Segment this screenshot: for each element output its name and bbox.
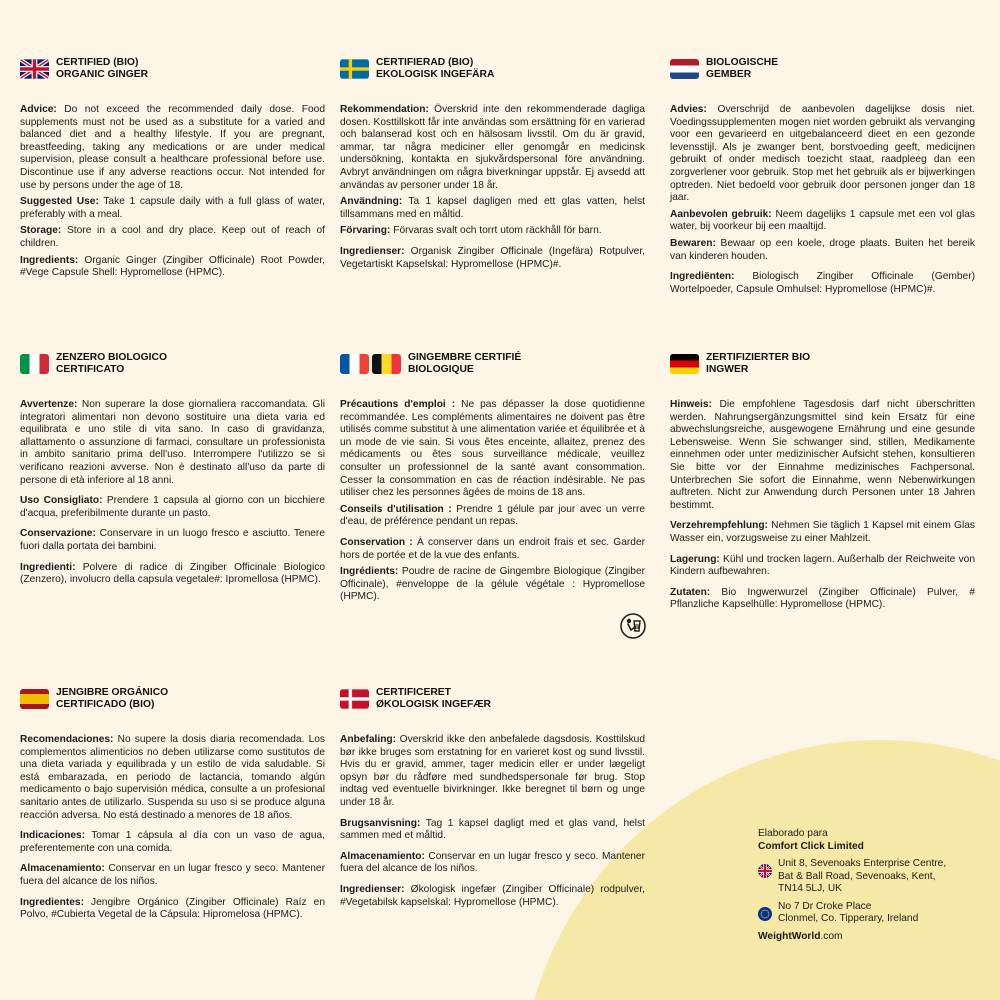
title-line-1: ZERTIFIZIERTER BIO [706, 351, 811, 363]
made-for-label: Elaborado para [758, 828, 828, 839]
website-link[interactable] [758, 931, 978, 944]
title-line-2: CERTIFICATO [56, 364, 125, 375]
advice-label: Advies: [670, 104, 707, 115]
uk-address-row [758, 858, 978, 896]
storage-paragraph [670, 554, 975, 579]
ingredients-label: Ingredienser: [340, 883, 405, 895]
eu-address-row [758, 901, 978, 926]
ingredients-paragraph [340, 566, 645, 604]
section-title [56, 352, 167, 377]
storage-text: Förvaras svalt och torrt utom räckhåll för barn. [390, 225, 602, 237]
ingredients-label: Ingredientes: [20, 896, 84, 908]
ingredients-text: Organisk Zingiber Officinale (Ingefära) Rotpulver, Vegetartiskt Kapselskal: Hypromellose (HPMC)#. [340, 245, 645, 270]
storage-label: Almacenamiento: [20, 863, 105, 875]
title-line-2: CERTIFICADO (BIO) [56, 699, 155, 710]
use-paragraph [20, 196, 325, 221]
ingredients-text: Biologisch Zingiber Officinale (Gember) Wortelpoeder, Capsule Omhulsel: Hypromellose (HPMC)#. [670, 271, 975, 295]
netherlands-flag-icon [670, 59, 699, 79]
company-name: Comfort Click Limited [758, 840, 864, 852]
storage-label: Förvaring: [340, 225, 391, 237]
ingredients-text: Økologisk ingefær (Zingiber Officinale) rodpulver, #Vegetabilsk kapselskal: Hypromellose (HPMC). [340, 883, 645, 908]
use-label: Conseils d'utilisation : [340, 503, 452, 515]
storage-paragraph [20, 863, 325, 888]
storage-paragraph [340, 537, 645, 562]
belgium-flag-icon [372, 354, 401, 374]
storage-label: Bewaren: [670, 237, 716, 249]
ingredients-paragraph [340, 246, 645, 271]
storage-paragraph [20, 528, 325, 553]
advice-text: Overschrijd de aanbevolen dagelijkse dosis niet. Voedingssupplementen mogen niet worden gebruikt als vervanging voor een gevarieerd en uitgebalanceerd dieet en een gezonde levensstijl. Als je zwanger bent, borstvoeding geeft, medicijnen gebruikt of onder medisch toezicht staat, raadpleeg dan een zorgverlener voor gebruik. Stop met het gebruik als er bijwerkingen optreden. Niet bedoeld voor gebruik door personen jonger dan 18 jaar. [670, 104, 975, 204]
uk-address-line: Unit 8, Sevenoaks Enterprise Centre, [778, 858, 947, 869]
storage-label: Storage: [20, 225, 62, 237]
eu-address-line: No 7 Dr Croke Place [778, 900, 872, 912]
ingredients-text: Poudre de racine de Gingembre Biologique (Zingiber Officinale), #enveloppe de la gélule végétale : Hypromellose (HPMC). [340, 566, 645, 603]
advice-paragraph [20, 104, 325, 192]
recycle-trash-icon [620, 613, 646, 639]
title-line-1: CERTIFIERAD (BIO) [376, 56, 474, 68]
advice-paragraph [670, 399, 975, 512]
section-german [670, 350, 975, 616]
storage-label: Almacenamiento: [340, 850, 425, 862]
title-line-1: GINGEMBRE CERTIFIÉ [408, 351, 522, 363]
eu-address-line: Clonmel, Co. Tipperary, Ireland [778, 913, 919, 924]
use-paragraph [20, 495, 325, 520]
storage-label: Lagerung: [670, 553, 720, 565]
advice-label: Recomendaciones: [20, 734, 114, 745]
advice-text: Överskrid inte den rekommenderade dagliga dosen. Kosttillskott får inte användas som ersättning för en varierad och balanserad kost och en hälsosam livsstil. Om du är gravid, ammar, tar några mediciner eller genomgår en medicinsk undersökning, kontakta en sjukvårdspersonal före användning. Avbryt användningen om några biverkningar uppstår. Ej avsedd att användas av personer under 18 år. [340, 104, 645, 191]
use-paragraph [670, 209, 975, 234]
ingredients-label: Zutaten: [670, 586, 711, 598]
use-label: Användning: [340, 196, 403, 208]
section-title [56, 687, 168, 712]
section-header [340, 350, 645, 378]
website-domain: .com [820, 930, 843, 942]
advice-text: Non superare la dose giornaliera raccomandata. Gli integratori alimentari non devono sostituire una dieta varia ed equilibrata e uno stile di vita sano. In caso di gravidanza, allattamento o assunzione di farmaci, consultare un professionista in ambito sanitario prima dell'uso. Interrompere l'utilizzo se si verificano reazioni avverse. Non è destinato all'uso da parte di persone di età inferiore al 18 anni. [20, 399, 325, 486]
storage-text: Kühl und trocken lagern. Außerhalb der Reichweite von Kindern aufbewahren. [670, 553, 975, 578]
title-line-1: JENGIBRE ORGÁNICO [56, 686, 169, 698]
title-line-2: ORGANIC GINGER [56, 69, 149, 80]
manufacturer-address [758, 828, 978, 943]
storage-label: Conservazione: [20, 528, 96, 540]
advice-paragraph [20, 734, 325, 822]
storage-paragraph [340, 851, 645, 876]
advice-text: Overskrid ikke den anbefalede dagsdosis. Kosttilskud bør ikke bruges som erstatning for en varieret kost og sund livsstil. Hvis du er gravid, ammer, tager medicin eller er under lægeligt opsyn bør du rådføre med sundhedspersonale før brug. Stop indtag ved eventuelle bivirkninger. Ikke beregnet til børn og unge under 18 år. [340, 734, 645, 808]
section-italian [20, 350, 325, 591]
ingredients-paragraph [20, 562, 325, 587]
advice-label: Rekommendation: [340, 104, 429, 115]
section-title [706, 57, 778, 82]
section-danish [340, 685, 645, 913]
use-paragraph [340, 196, 645, 221]
section-header [20, 685, 325, 713]
title-line-1: ZENZERO BIOLOGICO [56, 351, 167, 363]
title-line-1: CERTIFIED (BIO) [56, 56, 139, 68]
title-line-2: ØKOLOGISK INGEFÆR [376, 699, 491, 710]
ingredients-label: Ingrediënten: [670, 271, 735, 283]
ingredients-label: Ingredients: [20, 254, 79, 266]
advice-paragraph [340, 734, 645, 810]
advice-label: Advice: [20, 104, 57, 115]
ingredients-text: Polvere di radice di Zingiber Officinale Biologico (Zenzero), involucro della capsula vegetale#: Ipromellosa (HPMC). [20, 561, 325, 586]
section-title [376, 57, 494, 82]
section-title [376, 687, 491, 712]
use-label: Indicaciones: [20, 830, 86, 842]
section-header [340, 685, 645, 713]
section-header [20, 350, 325, 378]
title-line-2: INGWER [706, 364, 749, 375]
use-paragraph [20, 830, 325, 855]
advice-text: Ne pas dépasser la dose quotidienne recommandée. Les compléments alimentaires ne doivent pas être utilisés comme substitut à une alimentation variée et équilibrée et à un mode de vie sain. Si vous êtes enceinte, allaitez, prenez des médicaments ou êtes sous surveillance médicale, veuillez consulter un professionnel de la santé avant consommation. Cesser la consommation en cas de réaction indésirable. Ne pas utiliser chez les personnes âgées de moins de 18 ans. [340, 399, 645, 499]
use-label: Aanbevolen gebruik: [670, 208, 772, 220]
use-paragraph [340, 818, 645, 843]
advice-text: Do not exceed the recommended daily dose. Food supplements must not be used as a substitute for a varied and balanced diet and a healthy lifestyle. If you are pregnant, breastfeeding, taking any medications or are under medical supervision, please consult a healthcare professional before use. Discontinue use if any adverse reactions occur. Not intended for use by persons under the age of 18. [20, 104, 325, 191]
advice-paragraph [20, 399, 325, 487]
eu-flag-icon [758, 907, 772, 921]
storage-text: À conserver dans un endroit frais et sec. Garder hors de portée et de la vue des enfants. [340, 536, 646, 561]
storage-text: Conservar en un lugar fresco y seco. Mantener fuera del alcance de los niños. [20, 863, 325, 887]
sweden-flag-icon [340, 59, 369, 79]
advice-paragraph [340, 399, 645, 500]
ingredients-paragraph [20, 255, 325, 280]
ingredients-label: Ingredienser: [340, 245, 405, 257]
advice-text: No supere la dosis diaria recomendada. Los complementos alimenticios no deben utilizarse como sustitutos de una dieta variada y equilibrada y un estilo de vida saludable. Si está embarazada, en periodo de lactancia, tomando algún medicamento o bajo supervisión médica, consulte a un profesional sanitario antes de utilizarlo. Suspenda su uso si se produce alguna reacción adversa. No está destinado a menores de 18 años. [20, 734, 325, 821]
storage-paragraph [670, 238, 975, 263]
advice-label: Précautions d'emploi : [340, 399, 456, 410]
title-line-2: BIOLOGIQUE [408, 364, 474, 375]
section-french [340, 350, 645, 608]
france-flag-icon [340, 354, 369, 374]
use-label: Suggested Use: [20, 196, 99, 208]
ingredients-paragraph [670, 587, 975, 612]
title-line-1: CERTIFICERET [376, 686, 451, 698]
section-english [20, 55, 325, 284]
section-dutch [670, 55, 975, 300]
section-swedish [340, 55, 645, 275]
storage-paragraph [20, 225, 325, 250]
use-label: Uso Consigliato: [20, 495, 103, 507]
use-text: Take 1 capsule daily with a full glass of water, preferably with a meal. [20, 196, 325, 220]
use-text: Prendere 1 capsula al giorno con un bicchiere d'acqua, preferibilmente durante un pasto. [20, 495, 325, 519]
uk-flag-icon [20, 59, 49, 79]
spain-flag-icon [20, 689, 49, 709]
ingredients-paragraph [340, 884, 645, 909]
use-text: Prendre 1 gélule par jour avec un verre d'eau, de préférence pendant un repas. [340, 503, 645, 528]
uk-address-line: Bat & Ball Road, Sevenoaks, Kent, [778, 870, 936, 882]
advice-paragraph [670, 104, 975, 205]
title-line-2: EKOLOGISK INGEFÄRA [376, 69, 495, 80]
ingredients-paragraph [670, 271, 975, 296]
use-text: Ta 1 kapsel dagligen med ett glas vatten, helst tillsammans med en måltid. [340, 196, 645, 220]
advice-label: Anbefaling: [340, 734, 397, 745]
website-brand: WeightWorld [758, 930, 821, 942]
section-spanish [20, 685, 325, 926]
use-label: Verzehrempfehlung: [670, 520, 768, 532]
section-title [408, 352, 521, 377]
italy-flag-icon [20, 354, 49, 374]
title-line-1: BIOLOGISCHE [706, 56, 779, 68]
use-paragraph [340, 504, 645, 529]
uk-flag-icon [758, 864, 772, 878]
advice-label: Avvertenze: [20, 399, 78, 410]
ingredients-text: Bio Ingwerwurzel (Zingiber Officinale) Pulver, # Pflanzliche Kapselhülle: Hypromellose (HPMC). [670, 586, 975, 611]
ingredients-text: Jengibre Orgánico (Zingiber Officinale) Raíz en Polvo, #Cubierta Vegetal de la Cápsula: Hipromelosa (HPMC). [20, 896, 325, 921]
storage-paragraph [340, 225, 645, 238]
section-header [340, 55, 645, 83]
storage-text: Conservar en un lugar fresco y seco. Mantener fuera del alcance de los niños. [340, 850, 645, 875]
use-paragraph [670, 520, 975, 545]
section-header [670, 350, 975, 378]
germany-flag-icon [670, 354, 699, 374]
section-title [56, 57, 148, 82]
advice-text: Die empfohlene Tagesdosis darf nicht überschritten werden. Nahrungsergänzungsmittel sind kein Ersatz für eine abwechslungsreiche, ausgewogene Ernährung und eine gesunde Lebensweise. Wenn Sie schwanger sind, stillen, Medikamente einnehmen oder unter medizinischer Aufsicht stehen, konsultieren Sie bitte vor der Einnahme medizinisches Fachpersonal. Unterbrechen Sie sofort die Einnahme, wenn Nebenwirkungen auftreten. Nicht zur Anwendung durch Personen unter 18 Jahren bestimmt. [670, 399, 975, 511]
use-label: Brugsanvisning: [340, 817, 421, 829]
use-text: Nehmen Sie täglich 1 Kapsel mit einem Glas Wasser ein, vorzugsweise zu einer Mahlzeit. [670, 520, 975, 544]
denmark-flag-icon [340, 689, 369, 709]
advice-label: Hinweis: [670, 399, 712, 410]
storage-text: Store in a cool and dry place. Keep out of reach of children. [20, 225, 325, 249]
ingredients-text: Organic Ginger (Zingiber Officinale) Root Powder, #Vege Capsule Shell: Hypromellose (HPMC). [20, 254, 325, 279]
uk-address-line: TN14 5LJ, UK [778, 883, 842, 894]
ingredients-paragraph [20, 897, 325, 922]
storage-text: Bewaar op een koele, droge plaats. Buiten het bereik van kinderen houden. [670, 237, 975, 262]
storage-text: Conservare in un luogo fresco e asciutto. Tenere fuori dalla portata dei bambini. [20, 528, 325, 552]
use-text: Tag 1 kapsel dagligt med et glas vand, helst sammen med et måltid. [340, 817, 645, 842]
ingredients-label: Ingrédients: [340, 566, 399, 578]
ingredients-label: Ingredienti: [20, 561, 76, 573]
title-line-2: GEMBER [706, 69, 752, 80]
use-text: Neem dagelijks 1 capsule met een vol glas water, bij voorkeur bij een maaltijd. [670, 208, 975, 233]
storage-label: Conservation : [340, 536, 413, 548]
section-header [670, 55, 975, 83]
section-header [20, 55, 325, 83]
advice-paragraph [340, 104, 645, 192]
use-text: Tomar 1 cápsula al día con un vaso de agua, preferentemente con una comida. [20, 830, 325, 854]
section-title [706, 352, 810, 377]
